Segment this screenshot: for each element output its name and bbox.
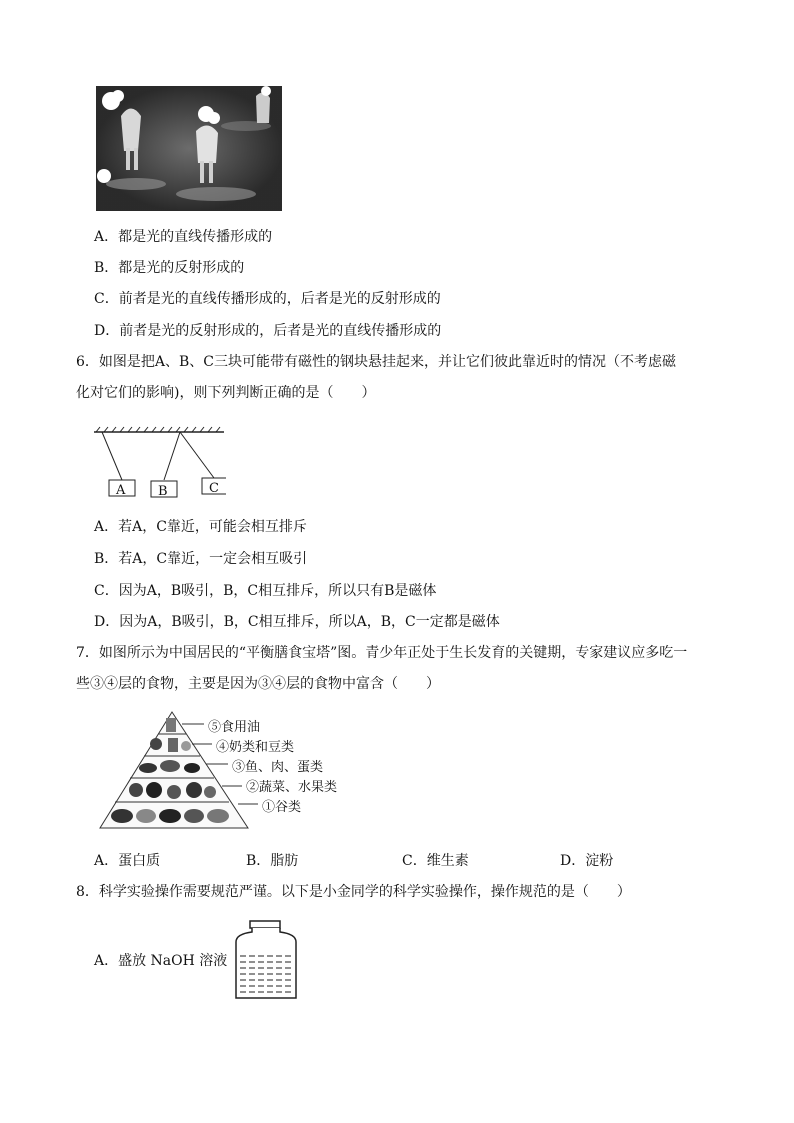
- q6-option-b: B．若A，C靠近，一定会相互吸引: [94, 551, 308, 567]
- q6-option-a: A．若A，C靠近，可能会相互排斥: [94, 519, 307, 535]
- q8-option-a: A．盛放 NaOH 溶液: [94, 953, 228, 969]
- q8-stem: 8．科学实验操作需要规范严谨。以下是小金同学的科学实验操作，操作规范的是（ ）: [76, 884, 631, 900]
- q6-option-d: D．因为A，B吸引，B，C相互排斥，所以A，B，C一定都是磁体: [94, 614, 500, 630]
- pyramid-label-3: ③鱼、肉、蛋类: [232, 760, 324, 775]
- shadow-reflection-photo: [96, 86, 282, 211]
- q7-stem-line1: 7．如图所示为中国居民的“平衡膳食宝塔”图。青少年正处于生长发育的关键期，专家建议应多吃一: [76, 645, 688, 661]
- q7-option-d: D．淀粉: [560, 853, 614, 869]
- pyramid-label-4: ④奶类和豆类: [216, 740, 295, 755]
- q6-option-c: C．因为A，B吸引，B，C相互排斥，所以只有B是磁体: [94, 583, 437, 599]
- block-label-b: B: [158, 484, 168, 499]
- block-label-a: A: [116, 483, 126, 498]
- pyramid-label-2: ②蔬菜、水果类: [246, 780, 338, 795]
- food-pyramid-diagram: [96, 710, 356, 832]
- q7-option-a: A．蛋白质: [94, 853, 161, 869]
- block-label-c: C: [209, 481, 219, 496]
- q5-option-a: A．都是光的直线传播形成的: [94, 229, 273, 245]
- q5-option-c: C．前者是光的直线传播形成的，后者是光的反射形成的: [94, 291, 441, 307]
- q7-stem-line2: 些③④层的食物，主要是因为③④层的食物中富含（ ）: [76, 676, 440, 692]
- pyramid-label-5: ⑤食用油: [208, 720, 261, 735]
- q5-option-b: B．都是光的反射形成的: [94, 260, 245, 276]
- q5-option-d: D．前者是光的反射形成的，后者是光的直线传播形成的: [94, 323, 442, 339]
- pyramid-label-1: ①谷类: [262, 800, 302, 815]
- q6-stem-line2: 化对它们的影响)，则下列判断正确的是（ ）: [76, 385, 376, 401]
- q7-option-b: B．脂肪: [246, 853, 299, 869]
- q7-option-c: C．维生素: [402, 853, 469, 869]
- reagent-jar-diagram: [232, 920, 300, 1000]
- q6-stem-line1: 6．如图是把A、B、C三块可能带有磁性的钢块悬挂起来，并让它们彼此靠近时的情况（不考虑磁: [76, 354, 677, 370]
